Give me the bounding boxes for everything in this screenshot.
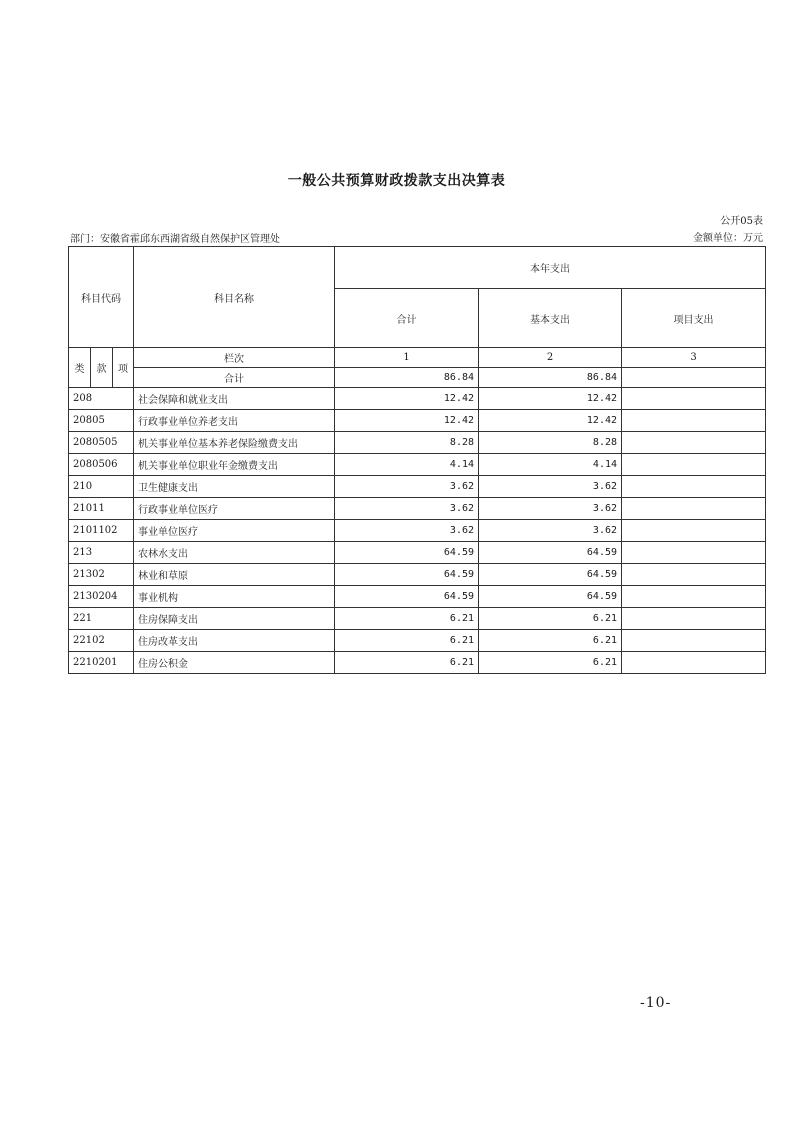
table-row bbox=[69, 520, 766, 542]
row-name: 事业机构 bbox=[134, 586, 335, 608]
row-project bbox=[622, 454, 766, 476]
row-project bbox=[622, 630, 766, 652]
row-basic: 3.62 bbox=[479, 476, 622, 498]
row-project bbox=[622, 542, 766, 564]
total-row-label: 合计 bbox=[134, 368, 335, 388]
row-total: 6.21 bbox=[335, 652, 479, 674]
row-total: 6.21 bbox=[335, 630, 479, 652]
header-kuan: 款 bbox=[91, 348, 113, 388]
row-name: 住房公积金 bbox=[134, 652, 335, 674]
row-basic: 6.21 bbox=[479, 608, 622, 630]
row-code: 2080505 bbox=[69, 432, 134, 454]
row-basic: 3.62 bbox=[479, 520, 622, 542]
row-code: 210 bbox=[69, 476, 134, 498]
row-total: 3.62 bbox=[335, 476, 479, 498]
header-col2: 2 bbox=[479, 348, 622, 368]
row-name: 社会保障和就业支出 bbox=[134, 388, 335, 410]
row-basic: 64.59 bbox=[479, 564, 622, 586]
total-row-project bbox=[622, 368, 766, 388]
row-project bbox=[622, 520, 766, 542]
row-name: 事业单位医疗 bbox=[134, 520, 335, 542]
row-name: 卫生健康支出 bbox=[134, 476, 335, 498]
form-code: 公开05表 bbox=[720, 216, 763, 227]
table-row bbox=[69, 630, 766, 652]
table-row bbox=[69, 498, 766, 520]
row-basic: 6.21 bbox=[479, 652, 622, 674]
total-row-basic: 86.84 bbox=[479, 368, 622, 388]
row-name: 住房改革支出 bbox=[134, 630, 335, 652]
table-row bbox=[69, 542, 766, 564]
row-total: 64.59 bbox=[335, 564, 479, 586]
expenditure-table bbox=[68, 246, 766, 674]
header-total: 合计 bbox=[335, 289, 479, 348]
header-subject-name: 科目名称 bbox=[134, 247, 335, 348]
row-basic: 8.28 bbox=[479, 432, 622, 454]
row-project bbox=[622, 410, 766, 432]
header-basic: 基本支出 bbox=[479, 289, 622, 348]
row-name: 农林水支出 bbox=[134, 542, 335, 564]
table-row bbox=[69, 454, 766, 476]
header-column-label: 栏次 bbox=[134, 348, 335, 368]
row-code: 20805 bbox=[69, 410, 134, 432]
row-total: 3.62 bbox=[335, 520, 479, 542]
row-total: 64.59 bbox=[335, 542, 479, 564]
row-project bbox=[622, 608, 766, 630]
row-code: 21302 bbox=[69, 564, 134, 586]
row-name: 机关事业单位职业年金缴费支出 bbox=[134, 454, 335, 476]
header-lei: 类 bbox=[69, 348, 91, 388]
row-code: 2080506 bbox=[69, 454, 134, 476]
page-title: 一般公共预算财政拨款支出决算表 bbox=[287, 173, 506, 189]
row-name: 机关事业单位基本养老保险缴费支出 bbox=[134, 432, 335, 454]
row-basic: 12.42 bbox=[479, 388, 622, 410]
row-basic: 64.59 bbox=[479, 542, 622, 564]
table-row bbox=[69, 388, 766, 410]
row-project bbox=[622, 652, 766, 674]
header-col3: 3 bbox=[622, 348, 766, 368]
row-total: 4.14 bbox=[335, 454, 479, 476]
row-code: 22102 bbox=[69, 630, 134, 652]
header-xiang: 项 bbox=[113, 348, 134, 388]
row-name: 林业和草原 bbox=[134, 564, 335, 586]
row-code: 2101102 bbox=[69, 520, 134, 542]
row-total: 6.21 bbox=[335, 608, 479, 630]
row-code: 208 bbox=[69, 388, 134, 410]
page-number: -10- bbox=[640, 995, 672, 1011]
department-label: 部门：安徽省霍邱东西湖省级自然保护区管理处 bbox=[70, 234, 280, 245]
unit-label: 金额单位：万元 bbox=[693, 233, 763, 244]
table-row bbox=[69, 410, 766, 432]
table-row bbox=[69, 586, 766, 608]
row-total: 12.42 bbox=[335, 388, 479, 410]
row-project bbox=[622, 432, 766, 454]
row-project bbox=[622, 586, 766, 608]
header-col1: 1 bbox=[335, 348, 479, 368]
row-basic: 3.62 bbox=[479, 498, 622, 520]
row-name: 住房保障支出 bbox=[134, 608, 335, 630]
table-row bbox=[69, 476, 766, 498]
row-total: 3.62 bbox=[335, 498, 479, 520]
row-project bbox=[622, 388, 766, 410]
row-code: 2130204 bbox=[69, 586, 134, 608]
header-subject-code: 科目代码 bbox=[69, 247, 134, 348]
total-row-total: 86.84 bbox=[335, 368, 479, 388]
header-current-year: 本年支出 bbox=[335, 247, 766, 289]
row-basic: 4.14 bbox=[479, 454, 622, 476]
table-row bbox=[69, 564, 766, 586]
row-code: 213 bbox=[69, 542, 134, 564]
row-project bbox=[622, 564, 766, 586]
row-project bbox=[622, 476, 766, 498]
row-code: 21011 bbox=[69, 498, 134, 520]
row-name: 行政事业单位养老支出 bbox=[134, 410, 335, 432]
row-total: 12.42 bbox=[335, 410, 479, 432]
table-row bbox=[69, 432, 766, 454]
row-basic: 64.59 bbox=[479, 586, 622, 608]
row-code: 221 bbox=[69, 608, 134, 630]
row-project bbox=[622, 498, 766, 520]
row-total: 8.28 bbox=[335, 432, 479, 454]
table-row bbox=[69, 652, 766, 674]
row-code: 2210201 bbox=[69, 652, 134, 674]
table-row bbox=[69, 608, 766, 630]
row-total: 64.59 bbox=[335, 586, 479, 608]
row-basic: 12.42 bbox=[479, 410, 622, 432]
header-project: 项目支出 bbox=[622, 289, 766, 348]
row-basic: 6.21 bbox=[479, 630, 622, 652]
row-name: 行政事业单位医疗 bbox=[134, 498, 335, 520]
